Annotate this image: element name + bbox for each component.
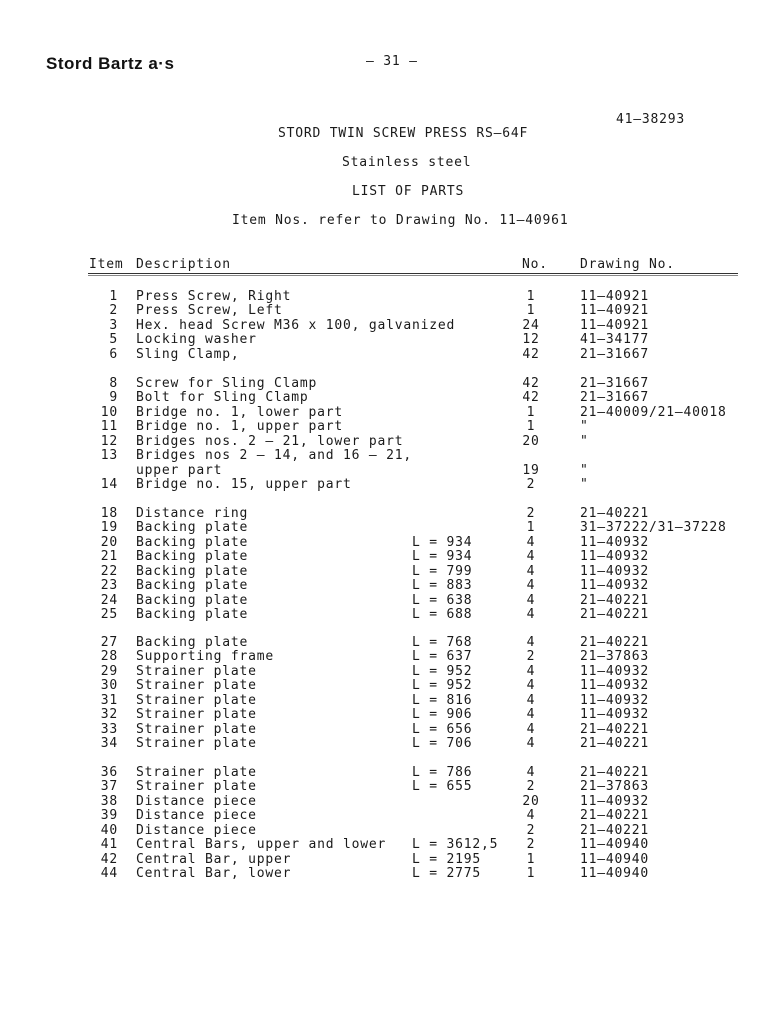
item-quantity: 19 — [522, 462, 540, 478]
item-number: 10 — [100, 404, 118, 420]
item-drawing-number: 11–40940 — [580, 837, 650, 853]
item-quantity: 2 — [526, 822, 536, 838]
company-logo: Stord Bartz a·s — [46, 54, 175, 73]
item-number: 44 — [100, 866, 118, 882]
item-quantity: 4 — [526, 678, 536, 694]
table-row — [0, 520, 768, 534]
table-row — [0, 794, 768, 808]
item-number: 28 — [100, 649, 118, 665]
item-number: 39 — [100, 808, 118, 824]
table-row — [0, 419, 768, 433]
table-row — [0, 852, 768, 866]
item-number: 8 — [109, 376, 118, 391]
table-row — [0, 303, 768, 317]
item-description: Distance piece — [136, 808, 257, 824]
table-row — [0, 564, 768, 578]
item-description: Backing plate — [136, 578, 249, 594]
item-drawing-number: 21–37863 — [580, 779, 650, 795]
item-quantity: 4 — [526, 563, 536, 579]
drawing-reference-note: Item Nos. refer to Drawing No. 11–40961 — [232, 213, 569, 228]
table-row — [0, 837, 768, 851]
item-description: Distance ring — [136, 506, 249, 521]
item-quantity: 42 — [522, 376, 540, 391]
item-quantity: 1 — [526, 404, 536, 420]
table-row — [0, 779, 768, 793]
item-description: Bolt for Sling Clamp — [136, 390, 309, 406]
item-drawing-number: 21–37863 — [580, 649, 650, 665]
item-length: L = 934 — [412, 549, 473, 565]
item-quantity: 2 — [526, 837, 536, 853]
item-length: L = 786 — [412, 765, 473, 780]
item-number: 1 — [109, 289, 118, 304]
item-number: 25 — [100, 607, 118, 623]
item-description: Bridge no. 1, lower part — [136, 404, 344, 420]
page-number: – 31 – — [366, 54, 418, 69]
item-description: Backing plate — [136, 592, 249, 608]
item-number: 18 — [100, 506, 118, 521]
item-description: Strainer plate — [136, 678, 257, 694]
item-length: L = 952 — [412, 678, 473, 694]
item-description: Locking washer — [136, 332, 257, 348]
table-row — [0, 289, 768, 303]
item-drawing-number: 11–40932 — [580, 549, 650, 565]
table-row — [0, 607, 768, 621]
table-row — [0, 693, 768, 707]
item-drawing-number: 21–40221 — [580, 721, 650, 737]
table-row — [0, 823, 768, 837]
item-number: 21 — [100, 549, 118, 565]
item-description: Bridges nos. 2 – 21, lower part — [136, 433, 404, 449]
item-drawing-number: 11–40940 — [580, 851, 650, 867]
item-drawing-number: 21–40221 — [580, 822, 650, 838]
table-row — [0, 722, 768, 736]
item-number: 42 — [100, 851, 118, 867]
item-drawing-number: 11–40921 — [580, 317, 650, 333]
item-drawing-number: 21–40009/21–40018 — [580, 404, 727, 420]
item-number: 41 — [100, 837, 118, 853]
item-description: Backing plate — [136, 635, 249, 650]
item-number: 19 — [100, 520, 118, 536]
item-length: L = 934 — [412, 534, 473, 550]
item-description: Strainer plate — [136, 692, 257, 708]
item-description: Backing plate — [136, 520, 249, 536]
table-row — [0, 390, 768, 404]
item-number: 40 — [100, 822, 118, 838]
item-length: L = 688 — [412, 607, 473, 623]
table-row — [0, 347, 768, 361]
item-quantity: 2 — [526, 506, 536, 521]
item-number: 30 — [100, 678, 118, 694]
item-number: 13 — [100, 448, 118, 464]
table-row — [0, 549, 768, 563]
item-drawing-number: 11–40932 — [580, 707, 650, 723]
table-row — [0, 463, 768, 477]
item-quantity: 24 — [522, 317, 540, 333]
table-row — [0, 332, 768, 346]
table-row — [0, 434, 768, 448]
item-drawing-number: 41–34177 — [580, 332, 650, 348]
item-quantity: 4 — [526, 765, 536, 780]
header-rule — [88, 273, 738, 274]
table-row — [0, 448, 768, 462]
item-description: Bridges nos 2 – 14, and 16 – 21, — [136, 448, 413, 464]
item-description: Press Screw, Right — [136, 289, 292, 304]
item-number: 27 — [100, 635, 118, 650]
item-description: Strainer plate — [136, 663, 257, 679]
table-row — [0, 707, 768, 721]
item-description: Backing plate — [136, 549, 249, 565]
item-quantity: 4 — [526, 808, 536, 824]
item-quantity: 20 — [522, 433, 540, 449]
item-number: 23 — [100, 578, 118, 594]
item-drawing-number: 21–31667 — [580, 346, 650, 362]
item-drawing-number: 11–40932 — [580, 793, 650, 809]
item-number: 36 — [100, 765, 118, 780]
header-rule-secondary — [88, 275, 738, 276]
item-length: L = 906 — [412, 707, 473, 723]
item-drawing-number: 21–40221 — [580, 736, 650, 752]
table-row — [0, 405, 768, 419]
item-drawing-number: 11–40932 — [580, 563, 650, 579]
item-length: L = 656 — [412, 721, 473, 737]
item-quantity: 1 — [526, 289, 536, 304]
item-drawing-number: 21–40221 — [580, 592, 650, 608]
table-row — [0, 593, 768, 607]
item-description: upper part — [136, 462, 223, 478]
item-drawing-number: 21–40221 — [580, 635, 650, 650]
item-drawing-number: " — [580, 433, 589, 449]
item-description: Backing plate — [136, 534, 249, 550]
item-description: Strainer plate — [136, 707, 257, 723]
table-row — [0, 376, 768, 390]
table-row — [0, 535, 768, 549]
item-drawing-number: 11–40921 — [580, 289, 650, 304]
item-length: L = 2775 — [412, 866, 482, 882]
column-header-drawing: Drawing No. — [580, 257, 675, 272]
item-quantity: 2 — [526, 477, 536, 493]
item-number: 29 — [100, 663, 118, 679]
item-number: 5 — [109, 332, 118, 348]
item-quantity: 4 — [526, 736, 536, 752]
item-number: 38 — [100, 793, 118, 809]
item-description: Central Bars, upper and lower — [136, 837, 387, 853]
table-row — [0, 635, 768, 649]
item-drawing-number: 21–40221 — [580, 808, 650, 824]
item-quantity: 4 — [526, 721, 536, 737]
item-description: Backing plate — [136, 607, 249, 623]
item-drawing-number: 21–31667 — [580, 390, 650, 406]
item-drawing-number: 11–40940 — [580, 866, 650, 882]
item-length: L = 655 — [412, 779, 473, 795]
table-row — [0, 808, 768, 822]
item-drawing-number: 11–40932 — [580, 663, 650, 679]
item-description: Distance piece — [136, 822, 257, 838]
item-quantity: 1 — [526, 419, 536, 435]
item-drawing-number: 21–40221 — [580, 765, 650, 780]
table-row — [0, 678, 768, 692]
item-description: Strainer plate — [136, 721, 257, 737]
item-description: Central Bar, upper — [136, 851, 292, 867]
item-length: L = 768 — [412, 635, 473, 650]
item-quantity: 4 — [526, 578, 536, 594]
item-length: L = 952 — [412, 663, 473, 679]
item-drawing-number: 11–40932 — [580, 578, 650, 594]
item-quantity: 1 — [526, 520, 536, 536]
item-number: 24 — [100, 592, 118, 608]
table-row — [0, 318, 768, 332]
item-description: Bridge no. 1, upper part — [136, 419, 344, 435]
item-number: 12 — [100, 433, 118, 449]
item-quantity: 1 — [526, 851, 536, 867]
item-description: Screw for Sling Clamp — [136, 376, 318, 391]
list-title: LIST OF PARTS — [352, 184, 465, 199]
item-length: L = 799 — [412, 563, 473, 579]
column-header-item: Item — [89, 257, 124, 272]
item-description: Bridge no. 15, upper part — [136, 477, 352, 493]
item-length: L = 637 — [412, 649, 473, 665]
table-row — [0, 866, 768, 880]
item-drawing-number: 11–40932 — [580, 534, 650, 550]
item-drawing-number: 31–37222/31–37228 — [580, 520, 727, 536]
item-quantity: 4 — [526, 707, 536, 723]
item-description: Hex. head Screw M36 x 100, galvanized — [136, 317, 456, 333]
item-description: Strainer plate — [136, 765, 257, 780]
item-drawing-number: " — [580, 462, 589, 478]
item-number: 9 — [109, 390, 118, 406]
item-number: 14 — [100, 477, 118, 493]
column-header-description: Description — [136, 257, 231, 272]
item-quantity: 1 — [526, 303, 536, 319]
table-row — [0, 736, 768, 750]
item-number: 6 — [109, 346, 118, 362]
item-drawing-number: 11–40932 — [580, 692, 650, 708]
document-reference: 41–38293 — [616, 112, 686, 127]
item-drawing-number: 21–31667 — [580, 376, 650, 391]
item-description: Supporting frame — [136, 649, 275, 665]
item-number: 37 — [100, 779, 118, 795]
item-drawing-number: 11–40932 — [580, 678, 650, 694]
item-description: Strainer plate — [136, 736, 257, 752]
table-row — [0, 664, 768, 678]
item-number: 3 — [109, 317, 118, 333]
item-description: Backing plate — [136, 563, 249, 579]
item-drawing-number: 21–40221 — [580, 607, 650, 623]
item-quantity: 2 — [526, 779, 536, 795]
item-drawing-number: " — [580, 477, 589, 493]
item-number: 32 — [100, 707, 118, 723]
item-description: Sling Clamp, — [136, 346, 240, 362]
document-title: STORD TWIN SCREW PRESS RS–64F — [278, 126, 529, 141]
item-quantity: 12 — [522, 332, 540, 348]
item-quantity: 4 — [526, 692, 536, 708]
item-number: 2 — [109, 303, 118, 319]
table-row — [0, 765, 768, 779]
item-number: 34 — [100, 736, 118, 752]
item-length: L = 2195 — [412, 851, 482, 867]
table-row — [0, 477, 768, 491]
item-length: L = 706 — [412, 736, 473, 752]
item-number: 11 — [100, 419, 118, 435]
item-quantity: 4 — [526, 607, 536, 623]
item-quantity: 4 — [526, 534, 536, 550]
item-quantity: 42 — [522, 346, 540, 362]
item-description: Press Screw, Left — [136, 303, 283, 319]
table-row — [0, 578, 768, 592]
table-row — [0, 506, 768, 520]
item-length: L = 638 — [412, 592, 473, 608]
item-number: 22 — [100, 563, 118, 579]
item-length: L = 3612,5 — [412, 837, 499, 853]
item-length: L = 883 — [412, 578, 473, 594]
item-description: Distance piece — [136, 793, 257, 809]
item-quantity: 4 — [526, 635, 536, 650]
item-number: 20 — [100, 534, 118, 550]
item-description: Central Bar, lower — [136, 866, 292, 882]
item-number: 31 — [100, 692, 118, 708]
material-subtitle: Stainless steel — [342, 155, 472, 170]
item-description: Strainer plate — [136, 779, 257, 795]
item-number: 33 — [100, 721, 118, 737]
item-quantity: 1 — [526, 866, 536, 882]
item-quantity: 42 — [522, 390, 540, 406]
item-quantity: 4 — [526, 592, 536, 608]
item-quantity: 4 — [526, 663, 536, 679]
item-drawing-number: " — [580, 419, 589, 435]
item-quantity: 2 — [526, 649, 536, 665]
item-length: L = 816 — [412, 692, 473, 708]
item-quantity: 4 — [526, 549, 536, 565]
table-row — [0, 649, 768, 663]
item-drawing-number: 21–40221 — [580, 506, 650, 521]
item-quantity: 20 — [522, 793, 540, 809]
item-drawing-number: 11–40921 — [580, 303, 650, 319]
column-header-qty: No. — [522, 257, 548, 272]
